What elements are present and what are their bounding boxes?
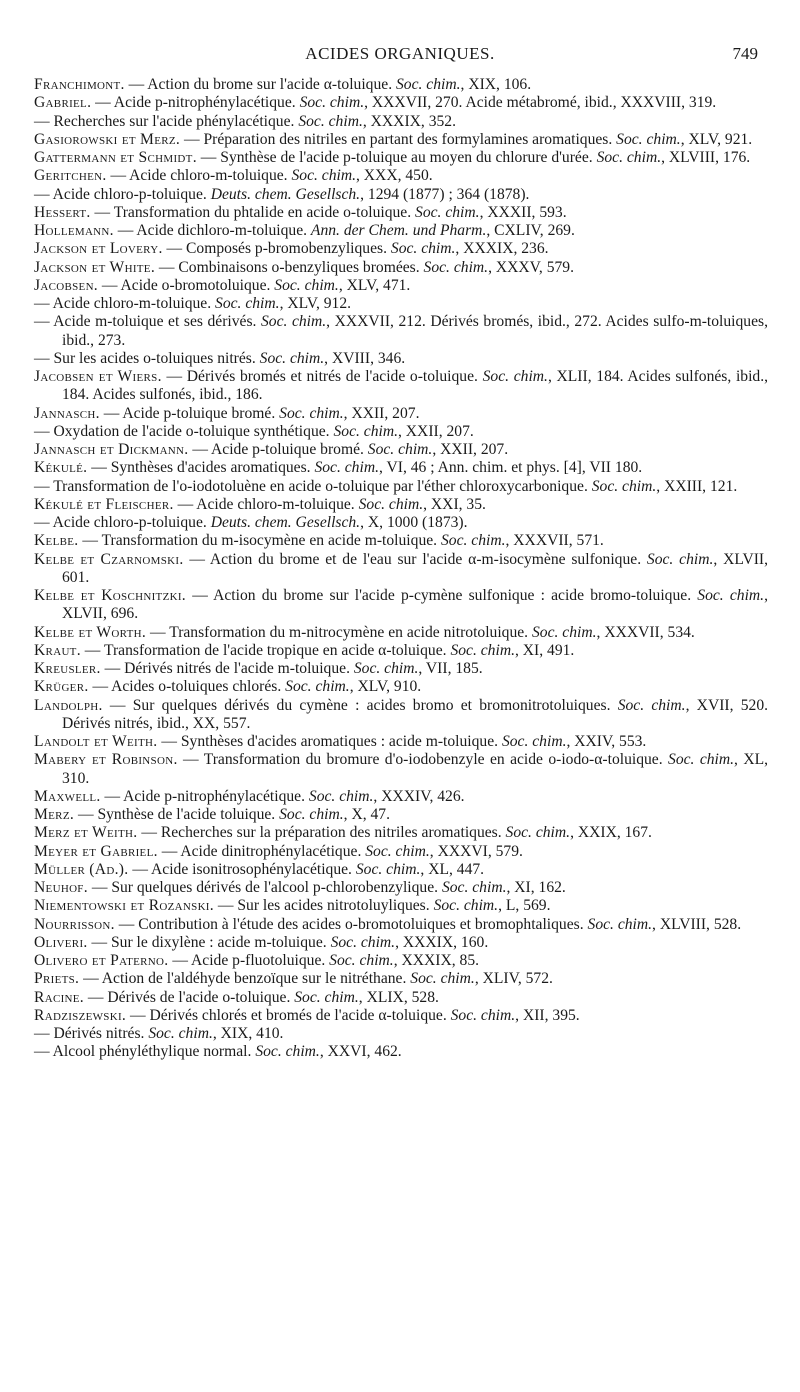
entry-journal: Soc. chim. xyxy=(531,623,597,641)
entry-text: — Contribution à l'étude des acides o-bromotoluiques et bromophtaliques. xyxy=(114,915,588,933)
entry-text: — Acide m-toluique et ses dérivés. xyxy=(34,313,261,331)
entry-journal: Soc. chim. xyxy=(329,952,394,969)
entry-journal: Soc. chim. xyxy=(308,787,374,805)
entry-text: — Synthèse de l'acide p-toluique au moyen du chlorure d'urée. xyxy=(196,149,597,166)
entry-text: — Sur les acides o-toluiques nitrés. xyxy=(34,349,260,367)
bibliography-entry xyxy=(34,532,768,550)
entry-text: — Recherches sur la préparation des nitriles aromatiques. xyxy=(137,824,506,842)
entry-journal: Soc. chim. xyxy=(505,824,571,842)
entry-reference: , XXII, 207. xyxy=(398,422,474,440)
entry-journal: Soc. chim. xyxy=(299,94,365,112)
bibliography-entry xyxy=(34,697,768,734)
entry-reference: , XXXV, 579. xyxy=(488,258,574,276)
page-number: 749 xyxy=(732,44,758,63)
entry-text: — Acide chloro-p-toluique. xyxy=(34,185,211,203)
bibliography-entry xyxy=(34,295,768,313)
bibliography-entry xyxy=(34,149,768,167)
entry-reference: , XL, 447. xyxy=(420,860,485,878)
entry-text: — Dérivés bromés et nitrés de l'acide o-toluique. xyxy=(161,368,483,385)
entry-author: Niementowski et Rozanski. xyxy=(34,897,214,915)
entry-reference: , XLV, 921. xyxy=(680,130,753,148)
entry-reference: , XXXIX, 160. xyxy=(395,933,489,951)
entry-journal: Soc. chim. xyxy=(259,349,325,367)
entry-author: Jackson et Lovery. xyxy=(34,240,163,258)
entry-author: Racine. xyxy=(34,988,85,1006)
entry-author: Krüger. xyxy=(34,678,89,696)
entry-text: — Acide dichloro-m-toluique. xyxy=(113,222,311,239)
entry-reference: , XLVII, 601. xyxy=(62,550,768,586)
entry-journal: Ann. der Chem. und Pharm. xyxy=(310,222,487,239)
entry-reference: , XXXVII, 534. xyxy=(596,623,695,641)
entry-journal: Soc. chim. xyxy=(440,532,506,550)
entry-journal: Soc. chim. xyxy=(617,696,686,714)
entry-author: Jacobsen. xyxy=(34,276,99,294)
entry-journal: Soc. chim. xyxy=(355,860,421,878)
entry-author: Radziszewski. xyxy=(34,1006,127,1024)
entry-reference: , XLIV, 572. xyxy=(474,970,553,988)
entry-text: — Sur le dixylène : acide m-toluique. xyxy=(87,933,331,951)
entry-text: — Acide p-toluique bromé. xyxy=(99,404,280,422)
entry-reference: , XXIX, 167. xyxy=(570,824,652,842)
entry-reference: , XXXVI, 579. xyxy=(429,842,523,860)
bibliography-entry xyxy=(34,1007,768,1025)
page-header xyxy=(0,44,800,68)
entry-reference: , XXXII, 593. xyxy=(479,203,567,221)
entry-reference: , XXIV, 553. xyxy=(566,733,647,750)
entry-author: Mabery et Robinson. xyxy=(34,751,178,769)
entry-journal: Soc. chim. xyxy=(390,240,456,258)
entry-journal: Soc. chim. xyxy=(596,149,662,166)
bibliography-entry xyxy=(34,660,768,678)
entry-text: — Alcool phényléthylique normal. xyxy=(34,1043,256,1061)
bibliography-entry xyxy=(34,678,768,696)
entry-author: Geritchen. xyxy=(34,167,107,185)
entry-text: — Acides o-toluiques chlorés. xyxy=(88,678,286,696)
entry-reference: , XI, 162. xyxy=(506,879,566,896)
entry-text: — Synthèses d'acides aromatiques. xyxy=(87,459,315,477)
entry-reference: , XXXIV, 426. xyxy=(373,787,465,805)
entry-author: Merz. xyxy=(34,806,75,823)
entry-journal: Soc. chim. xyxy=(333,422,398,440)
bibliography-entry xyxy=(34,916,768,934)
entry-text: — Acide isonitrosophénylacétique. xyxy=(128,860,356,878)
entry-text: — Acide chloro-m-toluique. xyxy=(34,295,216,312)
bibliography-entry xyxy=(34,861,768,879)
entry-reference: , XVIII, 346. xyxy=(324,349,406,367)
bibliography-entry xyxy=(34,423,768,441)
entry-journal: Soc. chim. xyxy=(646,550,714,568)
entry-reference: , XLVIII, 528. xyxy=(652,915,742,933)
entry-journal: Soc. chim. xyxy=(616,130,681,148)
entry-author: Priets. xyxy=(34,970,80,988)
entry-author: Kelbe. xyxy=(34,532,79,550)
entry-text: — Transformation du bromure d'o-iodobenzyle en acide o-iodo-α-toluique. xyxy=(177,751,669,769)
entry-text: — Action du brome sur l'acide p-cymène sulfonique : acide bromo-toluique. xyxy=(186,587,698,604)
bibliography-entry xyxy=(34,94,768,112)
entry-reference: , XLV, 912. xyxy=(279,295,352,312)
bibliography-entry xyxy=(34,733,768,751)
bibliography-entry xyxy=(34,368,768,405)
entry-journal: Deuts. chem. Gesellsch. xyxy=(210,514,361,531)
entry-author: Gabriel. xyxy=(34,94,92,112)
bibliography-entry xyxy=(34,934,768,952)
entry-reference: , XXXIX, 85. xyxy=(393,952,480,969)
entry-author: Landolt et Weith. xyxy=(34,733,158,750)
entry-journal: Soc. chim. xyxy=(433,897,499,915)
entry-journal: Soc. chim. xyxy=(450,641,515,659)
entry-text: — Dérivés chlorés et bromés de l'acide α-toluique. xyxy=(126,1006,451,1024)
running-title: ACIDES ORGANIQUES. xyxy=(305,44,495,63)
entry-journal: Soc. chim. xyxy=(668,751,735,769)
entry-journal: Soc. chim. xyxy=(255,1043,320,1061)
entry-text: — Acide chloro-m-toluique. xyxy=(173,495,359,513)
bibliography-entry xyxy=(34,459,768,477)
entry-text: — Sur les acides nitrotoluyliques. xyxy=(213,897,434,915)
entry-journal: Soc. chim. xyxy=(591,477,657,495)
entry-author: Gasiorowski et Merz. xyxy=(34,130,181,148)
entry-reference: , XLII, 184. Acides sulfonés, ibid., 184. Acides sulfonés, ibid., 186. xyxy=(62,368,768,404)
entry-text: — Transformation du m-nitrocymène en acide nitrotoluique. xyxy=(146,623,532,641)
entry-text: — Oxydation de l'acide o-toluique synthétique. xyxy=(34,422,334,440)
entry-reference: , XXXIX, 236. xyxy=(455,240,549,258)
entry-journal: Soc. chim. xyxy=(358,495,424,513)
entry-reference: , XXI, 35. xyxy=(423,495,486,513)
entry-text: — Action du brome et de l'eau sur l'acide α-m-isocymène sulfonique. xyxy=(183,550,647,568)
entry-author: Meyer et Gabriel. xyxy=(34,842,158,860)
bibliography-entry xyxy=(34,478,768,496)
entry-author: Nourrisson. xyxy=(34,915,115,933)
entry-author: Olivero et Paterno. xyxy=(34,952,169,969)
entry-text: — Action du brome sur l'acide α-toluique. xyxy=(124,76,396,93)
entry-journal: Soc. chim. xyxy=(291,167,356,185)
entry-author: Kreusler. xyxy=(34,660,101,677)
entry-journal: Soc. chim. xyxy=(279,404,344,422)
entry-reference: , XXXIX, 352. xyxy=(362,112,456,130)
entry-reference: , XIX, 106. xyxy=(460,76,532,93)
bibliography-entry xyxy=(34,587,768,624)
entry-journal: Soc. chim. xyxy=(260,313,327,331)
entry-reference: , 1294 (1877) ; 364 (1878). xyxy=(360,185,530,203)
entry-journal: Soc. chim. xyxy=(587,915,653,933)
entry-reference: , XXX, 450. xyxy=(356,167,433,185)
bibliography-entry xyxy=(34,879,768,897)
entry-author: Kelbe et Czarnomski. xyxy=(34,550,184,568)
bibliography-entry xyxy=(34,514,768,532)
entry-text: — Sur quelques dérivés du cymène : acides bromo et bromonitrotoluiques. xyxy=(102,696,618,714)
entry-text: — Acide o-bromotoluique. xyxy=(98,276,275,294)
entry-text: — Acide p-nitrophénylacétique. xyxy=(100,787,309,805)
entry-journal: Soc. chim. xyxy=(396,76,461,93)
bibliography-entry xyxy=(34,751,768,788)
entry-text: — Recherches sur l'acide phénylacétique. xyxy=(34,112,299,130)
entry-text: — Dérivés de l'acide o-toluique. xyxy=(84,988,295,1006)
bibliography-entry xyxy=(34,843,768,861)
entry-text: — Action de l'aldéhyde benzoïque sur le nitréthane. xyxy=(79,970,411,988)
bibliography-entry xyxy=(34,441,768,459)
entry-author: Landolph. xyxy=(34,696,103,714)
entry-journal: Soc. chim. xyxy=(410,970,475,988)
entry-reference: , XII, 395. xyxy=(515,1006,580,1024)
entry-author: Jacobsen et Wiers. xyxy=(34,368,162,385)
entry-reference: , XXII, 207. xyxy=(432,441,509,458)
entry-reference: , CXLIV, 269. xyxy=(486,222,575,239)
entry-author: Jackson et White. xyxy=(34,258,156,276)
entry-text: — Acide chloro-m-toluique. xyxy=(106,167,292,185)
entry-text: — Combinaisons o-benzyliques bromées. xyxy=(155,258,424,276)
entry-journal: Soc. chim. xyxy=(423,258,489,276)
bibliography-list xyxy=(34,76,768,1062)
entry-journal: Deuts. chem. Gesellsch. xyxy=(210,185,361,203)
entry-author: Jannasch. xyxy=(34,404,100,422)
entry-author: Kraut. xyxy=(34,641,81,659)
entry-author: Kékulé et Fleischer. xyxy=(34,495,174,513)
entry-author: Jannasch et Dickmann. xyxy=(34,441,189,458)
entry-reference: , XXIII, 121. xyxy=(656,477,738,495)
entry-text: — Transformation du m-isocymène en acide m-toluique. xyxy=(78,532,441,550)
entry-author: Kelbe et Worth. xyxy=(34,623,147,641)
entry-text: — Dérivés nitrés. xyxy=(34,1025,149,1042)
entry-journal: Soc. chim. xyxy=(441,879,507,896)
bibliography-entry xyxy=(34,624,768,642)
bibliography-entry xyxy=(34,642,768,660)
entry-journal: Soc. chim. xyxy=(294,988,359,1006)
bibliography-entry xyxy=(34,1025,768,1043)
entry-author: Maxwell. xyxy=(34,787,101,805)
bibliography-entry xyxy=(34,240,768,258)
entry-journal: Soc. chim. xyxy=(501,733,567,750)
entry-reference: , VII, 185. xyxy=(418,660,483,677)
entry-reference: , X, 1000 (1873). xyxy=(360,514,468,531)
entry-reference: , XLV, 910. xyxy=(349,678,422,696)
entry-journal: Soc. chim. xyxy=(353,660,419,677)
entry-text: — Transformation du phtalide en acide o-toluique. xyxy=(90,203,416,221)
entry-author: Gattermann et Schmidt. xyxy=(34,149,197,166)
entry-text: — Sur quelques dérivés de l'alcool p-chlorobenzylique. xyxy=(87,879,442,896)
entry-journal: Soc. chim. xyxy=(274,276,339,294)
entry-reference: , L, 569. xyxy=(498,897,551,915)
bibliography-entry xyxy=(34,167,768,185)
bibliography-entry xyxy=(34,350,768,368)
entry-text: — Acide p-fluotoluique. xyxy=(168,952,330,969)
entry-journal: Soc. chim. xyxy=(298,112,363,130)
entry-journal: Soc. chim. xyxy=(697,587,765,604)
entry-text: — Acide dinitrophénylacétique. xyxy=(157,842,366,860)
entry-text: — Transformation de l'acide tropique en acide α-toluique. xyxy=(80,641,451,659)
entry-reference: , XXXVII, 571. xyxy=(505,532,604,550)
entry-reference: , XL, 310. xyxy=(62,751,769,787)
entry-author: Müller (Ad.). xyxy=(34,860,129,878)
entry-text: — Composés p-bromobenzyliques. xyxy=(162,240,391,258)
entry-author: Franchimont. xyxy=(34,76,125,93)
bibliography-entry xyxy=(34,186,768,204)
entry-author: Kelbe et Koschnitzki. xyxy=(34,587,187,604)
entry-reference: , XLVII, 696. xyxy=(62,587,768,623)
bibliography-entry xyxy=(34,405,768,423)
entry-journal: Soc. chim. xyxy=(415,203,480,221)
entry-author: Kékulé. xyxy=(34,459,88,477)
entry-reference: , XLIX, 528. xyxy=(358,988,439,1006)
bibliography-entry xyxy=(34,496,768,514)
entry-text: — Synthèses d'acides aromatiques : acide m-toluique. xyxy=(157,733,502,750)
bibliography-entry xyxy=(34,897,768,915)
entry-author: Hollemann. xyxy=(34,222,114,239)
bibliography-entry xyxy=(34,989,768,1007)
entry-text: — Acide p-nitrophénylacétique. xyxy=(91,94,300,112)
entry-reference: , XXXVII, 270. Acide métabromé, ibid., XXXVIII, 319. xyxy=(364,94,717,112)
entry-author: Merz et Weith. xyxy=(34,824,138,842)
bibliography-entry xyxy=(34,806,768,824)
entry-text: — Transformation de l'o-iodotoluène en acide o-toluique par l'éther chloroxycarbonique. xyxy=(34,477,592,495)
entry-author: Oliveri. xyxy=(34,933,88,951)
entry-reference: , XLV, 471. xyxy=(338,276,411,294)
bibliography-entry xyxy=(34,952,768,970)
bibliography-entry xyxy=(34,1043,768,1061)
bibliography-entry xyxy=(34,204,768,222)
entry-journal: Soc. chim. xyxy=(314,459,379,477)
bibliography-entry xyxy=(34,259,768,277)
entry-journal: Soc. chim. xyxy=(330,933,396,951)
entry-reference: , XXXVII, 212. Dérivés bromés, ibid., 272. Acides sulfo-m-toluiques, ibid., 273. xyxy=(62,313,768,349)
entry-reference: , XXVI, 462. xyxy=(319,1043,402,1061)
entry-text: — Synthèse de l'acide toluique. xyxy=(74,806,280,823)
entry-journal: Soc. chim. xyxy=(285,678,350,696)
entry-reference: , XXII, 207. xyxy=(343,404,420,422)
entry-reference: , XLVIII, 176. xyxy=(661,149,751,166)
bibliography-entry xyxy=(34,76,768,94)
entry-journal: Soc. chim. xyxy=(148,1025,213,1042)
entry-reference: , X, 47. xyxy=(343,806,390,823)
entry-journal: Soc. chim. xyxy=(367,441,433,458)
bibliography-entry xyxy=(34,113,768,131)
bibliography-entry xyxy=(34,788,768,806)
bibliography-entry xyxy=(34,551,768,588)
entry-journal: Soc. chim. xyxy=(482,368,548,385)
entry-text: — Préparation des nitriles en partant des formylamines aromatiques. xyxy=(180,130,617,148)
entry-text: — Acide chloro-p-toluique. xyxy=(34,514,211,531)
entry-journal: Soc. chim. xyxy=(279,806,344,823)
entry-reference: , VI, 46 ; Ann. chim. et phys. [4], VII 180. xyxy=(378,459,643,477)
entry-journal: Soc. chim. xyxy=(365,842,430,860)
entry-reference: , XIX, 410. xyxy=(212,1025,284,1042)
entry-text: — Acide p-toluique bromé. xyxy=(188,441,368,458)
bibliography-entry xyxy=(34,970,768,988)
bibliography-entry xyxy=(34,277,768,295)
entry-author: Hessert. xyxy=(34,203,91,221)
bibliography-entry xyxy=(34,222,768,240)
entry-journal: Soc. chim. xyxy=(450,1006,516,1024)
entry-reference: , XI, 491. xyxy=(514,641,575,659)
entry-text: — Dérivés nitrés de l'acide m-toluique. xyxy=(100,660,354,677)
bibliography-entry xyxy=(34,131,768,149)
entry-author: Neuhof. xyxy=(34,879,88,896)
entry-journal: Soc. chim. xyxy=(215,295,280,312)
bibliography-entry xyxy=(34,824,768,842)
bibliography-entry xyxy=(34,313,768,350)
entry-reference: , XVII, 520. Dérivés nitrés, ibid., XX, 557. xyxy=(62,696,769,732)
